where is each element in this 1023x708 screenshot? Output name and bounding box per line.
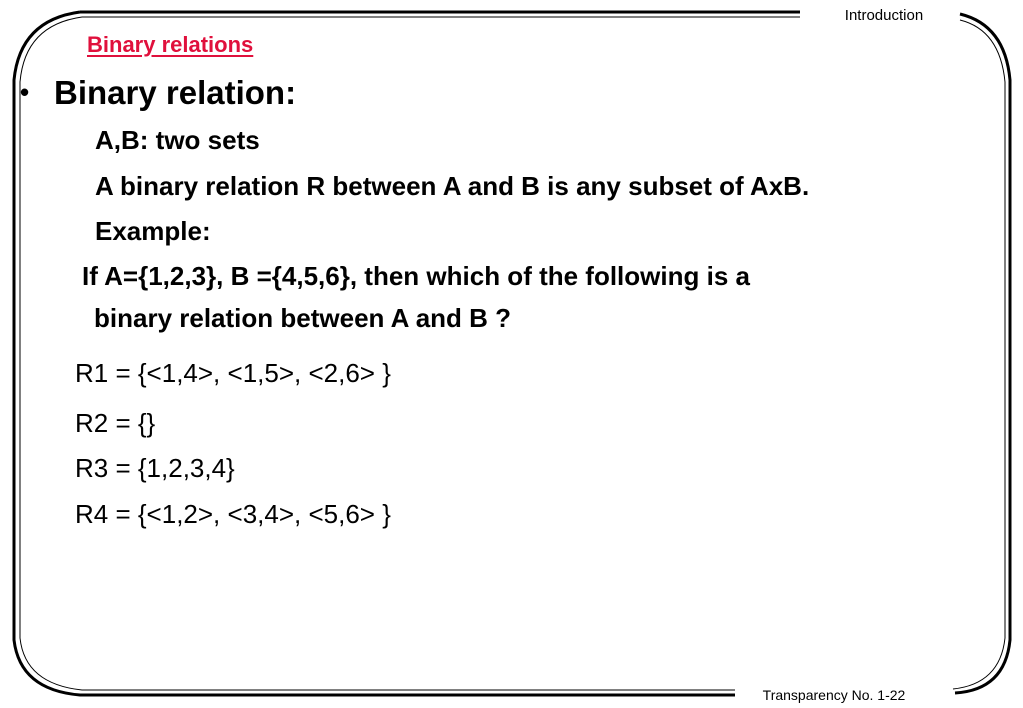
example-question-line-2: binary relation between A and B ? [94,303,512,333]
sub-bullet-1 [67,124,260,156]
sub-bullet-3 [67,215,211,247]
relation-r1: R1 = {<1,4>, <1,5>, <2,6> } [75,358,391,388]
example-question-line-1: If A={1,2,3}, B ={4,5,6}, then which of the following is a [82,261,750,291]
sub-bullet-text: A,B: two sets [95,125,260,155]
frame-outer-border [14,12,1010,695]
relation-r4: R4 = {<1,2>, <3,4>, <5,6> } [75,499,391,529]
footer-transparency-label: Transparency No. 1-22 [740,686,928,704]
sub-bullet-text: A binary relation R between A and B is any subset of AxB. [95,171,810,201]
frame-inner-border [20,17,1005,690]
main-bullet [20,72,296,113]
page-title: Binary relations [87,32,254,57]
bullet-heading: Binary relation: [54,74,297,111]
relation-r2: R2 = {} [75,408,156,438]
bullet-dot-icon: • [20,77,30,107]
sub-bullet-text: Example: [95,216,211,246]
sub-bullet-2 [67,170,809,202]
header-section-label: Introduction [810,6,958,26]
relation-r3: R3 = {1,2,3,4} [75,453,235,483]
